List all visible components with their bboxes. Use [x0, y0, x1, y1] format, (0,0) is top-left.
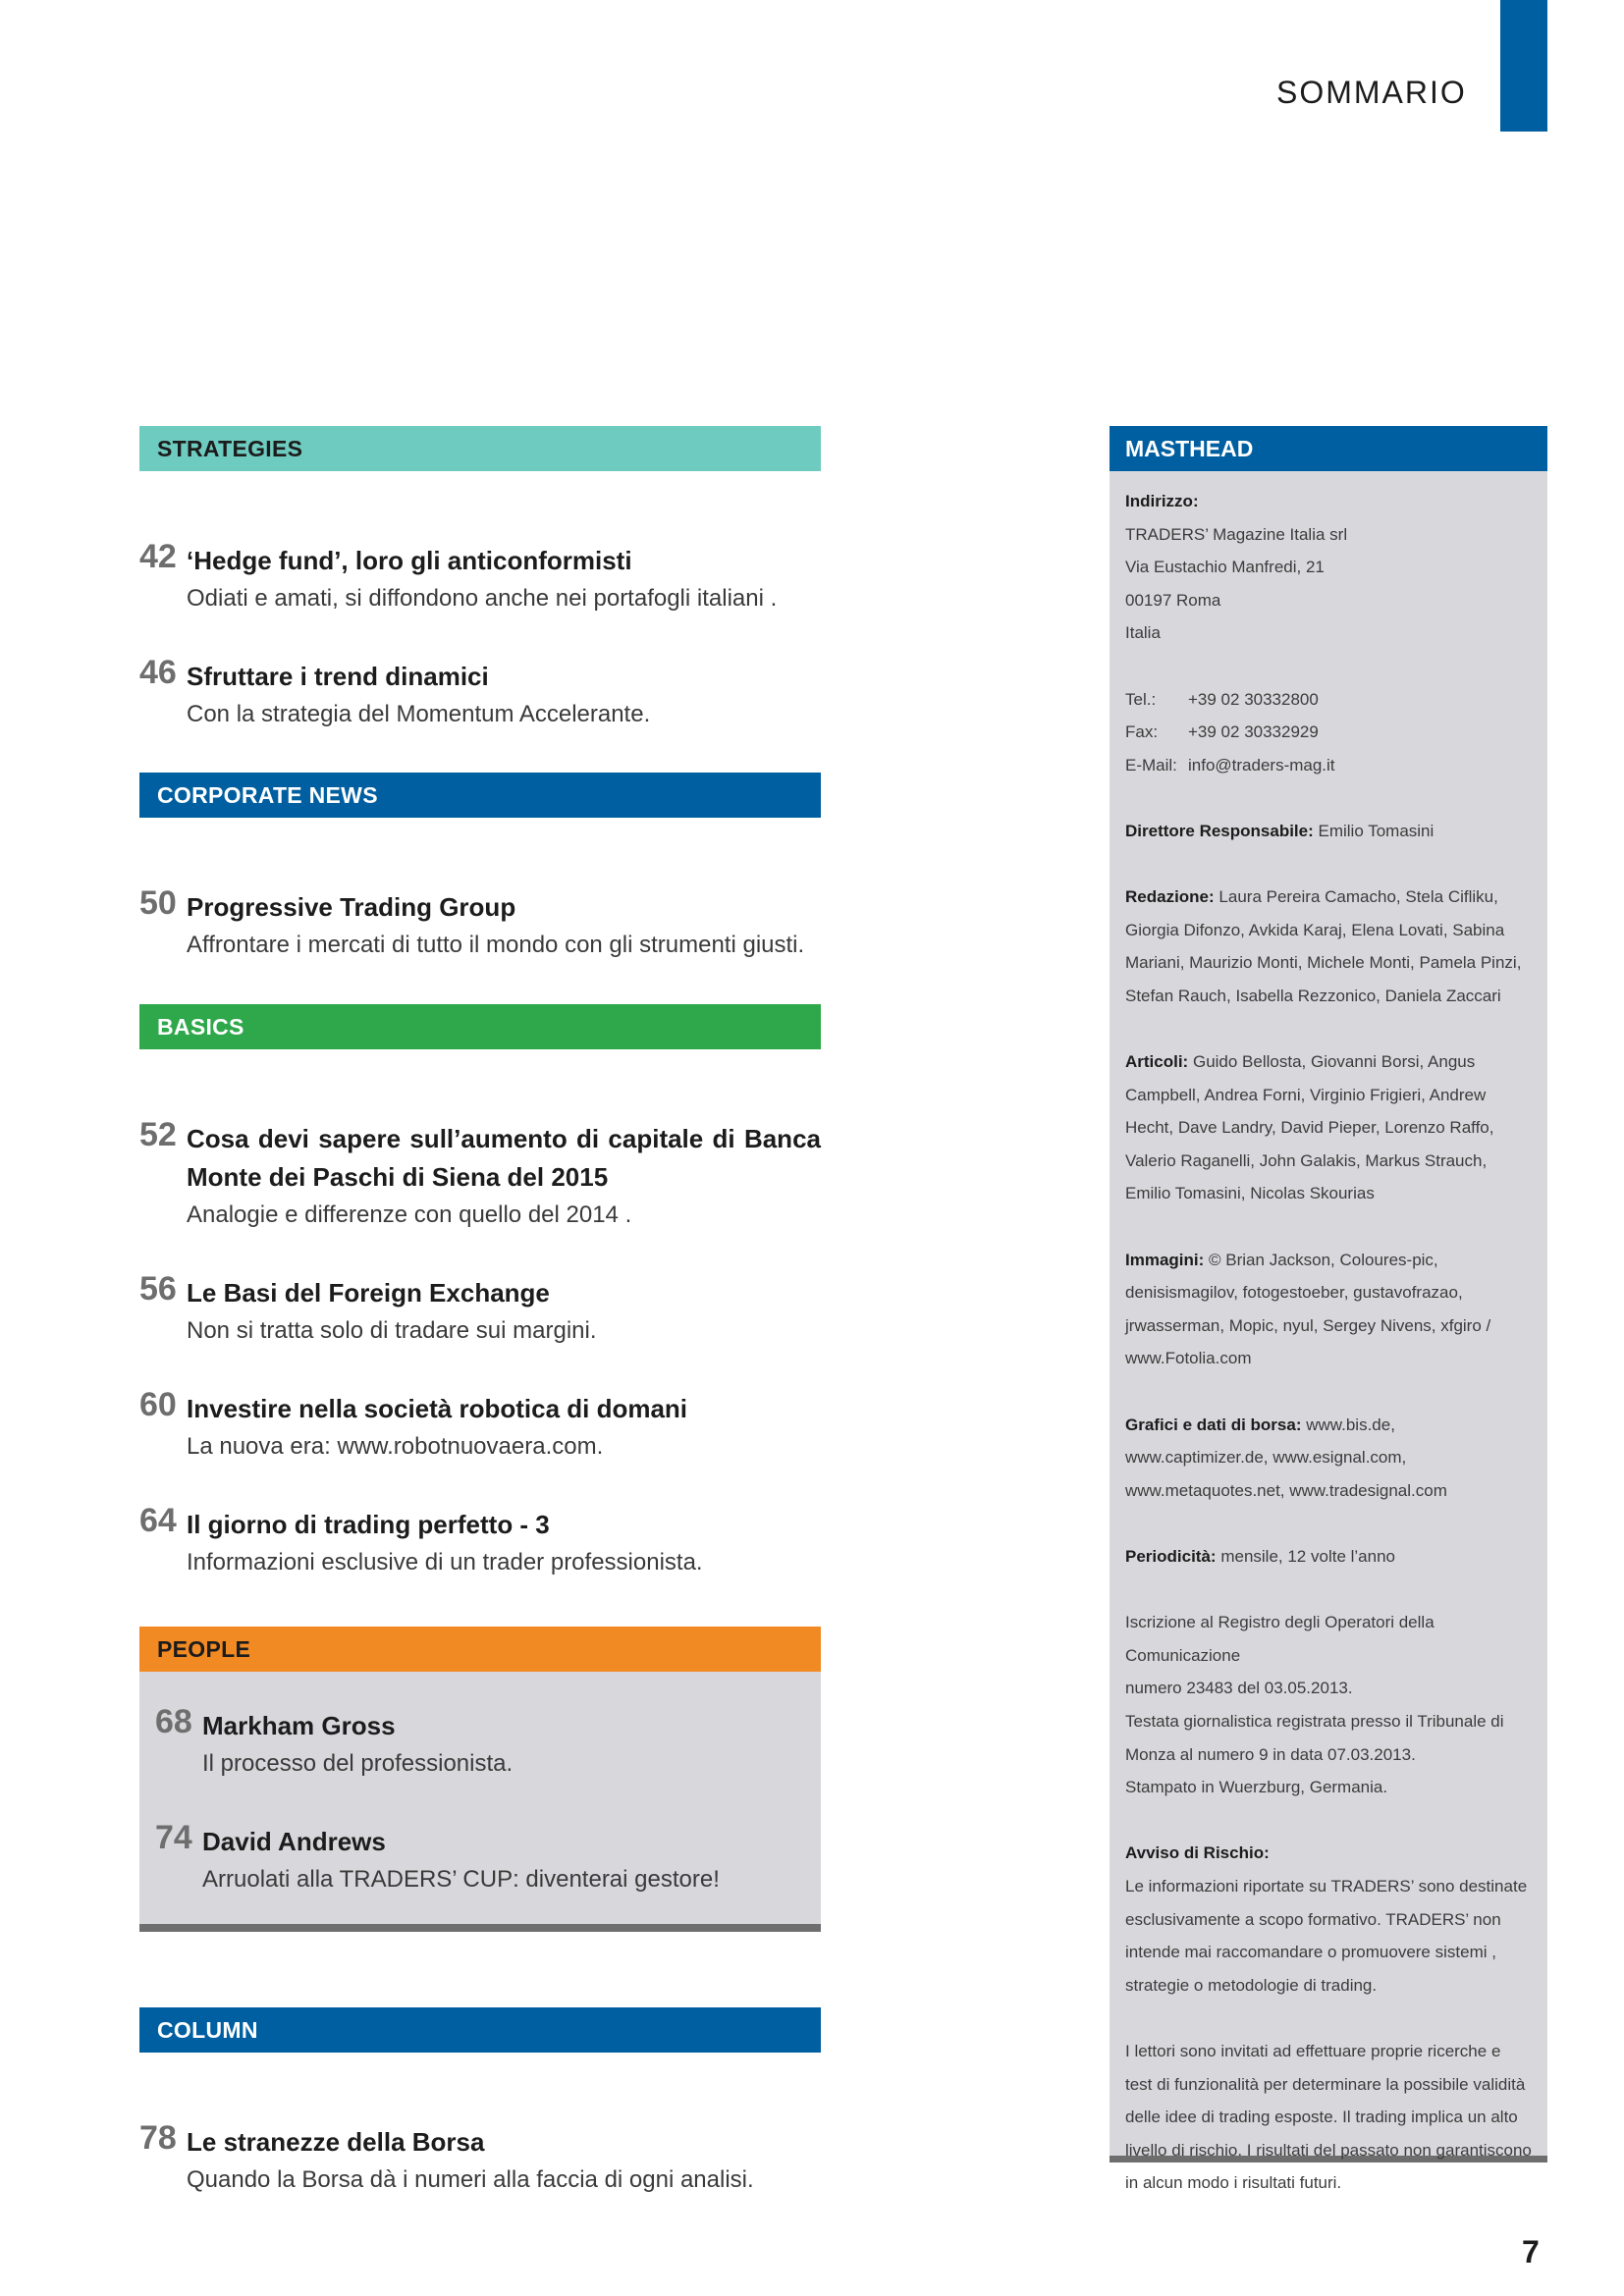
email-link[interactable]: info@traders-mag.it: [1188, 755, 1335, 774]
page-number: 7: [1522, 2234, 1540, 2269]
address-line: Via Eustachio Manfredi, 21: [1125, 558, 1325, 577]
articles-label: Articoli:: [1125, 1052, 1189, 1072]
entry-title: ‘Hedge fund’, loro gli anticonformisti: [187, 546, 632, 575]
readers-text: I lettori sono invitati ad effettuare proprie ricerche e test di funzionalità per determinare la possibile validità delle idee di trading esposte. Il trading implica un alto livello di rischio. I risultati del passato non garantiscono in alcun modo i risultati futuri.: [1125, 2041, 1532, 2193]
people-box: [139, 1672, 821, 1932]
entry-subtitle: Analogie e differenze con quello del 2014 .: [187, 1201, 632, 1228]
page-number-label: 64: [139, 1502, 177, 1539]
masthead-panel: [1110, 426, 1547, 2193]
registry-line: Iscrizione al Registro degli Operatori della Comunicazione: [1125, 1613, 1435, 1665]
charts-value: www.bis.de, www.captimizer.de, www.esignal.com, www.metaquotes.net, www.tradesignal.com: [1125, 1415, 1447, 1500]
editorial-label: Redazione:: [1125, 887, 1215, 907]
entry-title: Le Basi del Foreign Exchange: [187, 1278, 550, 1308]
toc-entry[interactable]: [139, 1116, 821, 1234]
toc-entry[interactable]: [139, 538, 821, 617]
risk-label: Avviso di Rischio:: [1125, 1843, 1270, 1863]
toc-entry[interactable]: [155, 1703, 805, 1783]
masthead-articles: [1125, 1045, 1532, 1210]
page-number-label: 56: [139, 1270, 177, 1308]
images-value: © Brian Jackson, Coloures-pic, denisismagilov, fotogestoeber, gustavofrazao, jrwasserman, Mopic, nyul, Sergey Nivens, xfgiro / www.Fotolia.com: [1125, 1250, 1491, 1368]
masthead-address: [1125, 485, 1532, 650]
toc-entry[interactable]: [139, 884, 821, 964]
entry-subtitle: Non si tratta solo di tradare sui margini.: [187, 1317, 597, 1344]
registry-line: Stampato in Wuerzburg, Germania.: [1125, 1778, 1388, 1797]
address-label: Indirizzo:: [1125, 492, 1199, 510]
periodicity-label: Periodicità:: [1125, 1547, 1217, 1566]
entry-subtitle: Il processo del professionista.: [202, 1750, 514, 1777]
page-number-label: 74: [155, 1819, 192, 1856]
articles-value: Guido Bellosta, Giovanni Borsi, Angus Campbell, Andrea Forni, Virginio Frigieri, Andrew Hecht, Dave Landry, David Pieper, Lorenzo Raffo, Valerio Raganelli, John Galakis, Markus Strauch, Emilio Tomasini, Nicolas Skourias: [1125, 1052, 1494, 1203]
section-corporate-news: [139, 773, 821, 964]
masthead-editorial: [1125, 881, 1532, 1012]
entry-title: Progressive Trading Group: [187, 892, 516, 922]
registry-line: Monza al numero 9 in data 07.03.2013.: [1125, 1744, 1416, 1764]
entry-title: David Andrews: [202, 1827, 386, 1856]
entry-subtitle: Quando la Borsa dà i numeri alla faccia di ogni analisi.: [187, 2166, 754, 2193]
registry-line: numero 23483 del 03.05.2013.: [1125, 1679, 1353, 1698]
address-line: TRADERS’ Magazine Italia srl: [1125, 524, 1348, 544]
tel-label: Tel.:: [1125, 689, 1157, 709]
entry-title: Markham Gross: [202, 1711, 396, 1740]
entry-title: Le stranezze della Borsa: [187, 2127, 485, 2157]
page-number-label: 78: [139, 2119, 177, 2157]
page-number-label: 52: [139, 1116, 177, 1153]
toc-entry[interactable]: [139, 654, 821, 733]
entry-title: Cosa devi sapere sull’aumento di capitale di Banca Monte dei Paschi di Siena del 2015: [187, 1124, 821, 1192]
director-label: Direttore Responsabile:: [1125, 821, 1314, 840]
masthead-risk: [1125, 1837, 1532, 2002]
registry-line: Testata giornalistica registrata presso il Tribunale di: [1125, 1711, 1504, 1731]
entry-subtitle: La nuova era: www.robotnuovaera.com.: [187, 1433, 604, 1460]
entry-title: Investire nella società robotica di domani: [187, 1394, 688, 1423]
toc-entry[interactable]: [139, 2119, 821, 2199]
entry-subtitle: Informazioni esclusive di un trader professionista.: [187, 1549, 703, 1575]
masthead-charts: [1125, 1409, 1532, 1508]
toc-entry[interactable]: [139, 1270, 821, 1350]
masthead-periodicity: [1125, 1540, 1532, 1574]
fax-label: Fax:: [1125, 722, 1159, 742]
risk-text: Le informazioni riportate su TRADERS’ sono destinate esclusivamente a scopo formativo. TRADERS’ non intende mai raccomandare o promuovere sistemi , strategie o metodologie di trading.: [1125, 1876, 1528, 1995]
page-number-label: 68: [155, 1703, 192, 1740]
section-header-corporate-news: CORPORATE NEWS: [139, 773, 821, 818]
entry-subtitle: Odiati e amati, si diffondono anche nei portafogli italiani .: [187, 585, 778, 612]
section-header-strategies: STRATEGIES: [139, 426, 821, 471]
section-header-people: PEOPLE: [139, 1627, 821, 1672]
email-label: E-Mail:: [1125, 755, 1177, 774]
address-line: 00197 Roma: [1125, 590, 1221, 610]
section-column: [139, 2007, 821, 2199]
fax-value: +39 02 30332929: [1188, 722, 1319, 742]
page-number-label: 46: [139, 654, 177, 691]
page-number-label: 42: [139, 538, 177, 575]
section-basics: [139, 1004, 821, 1581]
director-value: Emilio Tomasini: [1318, 821, 1435, 840]
section-strategies: [139, 426, 821, 733]
entry-subtitle: Arruolati alla TRADERS’ CUP: diventerai gestore!: [202, 1866, 720, 1893]
entry-title: Il giorno di trading perfetto - 3: [187, 1510, 550, 1539]
toc-entry[interactable]: [155, 1819, 805, 1898]
periodicity-value: mensile, 12 volte l’anno: [1220, 1547, 1395, 1566]
charts-label: Grafici e dati di borsa:: [1125, 1415, 1302, 1434]
masthead-registry: [1125, 1606, 1532, 1804]
address-line: Italia: [1125, 623, 1161, 643]
masthead-images: [1125, 1244, 1532, 1375]
page-title: SOMMARIO: [1276, 75, 1467, 110]
page-number-label: 50: [139, 884, 177, 922]
images-label: Immagini:: [1125, 1250, 1205, 1269]
toc-entry[interactable]: [139, 1502, 821, 1581]
page-number-label: 60: [139, 1386, 177, 1423]
entry-subtitle: Con la strategia del Momentum Accelerante.: [187, 701, 651, 727]
masthead-contacts: [1125, 683, 1532, 782]
masthead-director: [1125, 815, 1532, 848]
section-header-column: COLUMN: [139, 2007, 821, 2053]
section-people: [139, 1627, 821, 1932]
toc-entry[interactable]: [139, 1386, 821, 1466]
masthead-header: MASTHEAD: [1110, 426, 1547, 471]
tel-value: +39 02 30332800: [1188, 689, 1319, 709]
editorial-value: Laura Pereira Camacho, Stela Cifliku, Giorgia Difonzo, Avkida Karaj, Elena Lovati, Sabina Mariani, Maurizio Monti, Michele Monti, Pamela Pinzi, Stefan Rauch, Isabella Rezzonico, Daniela Zaccari: [1125, 887, 1522, 1005]
header-accent-bar: [1500, 0, 1547, 132]
entry-title: Sfruttare i trend dinamici: [187, 662, 489, 691]
entry-subtitle: Affrontare i mercati di tutto il mondo con gli strumenti giusti.: [187, 932, 805, 958]
section-header-basics: BASICS: [139, 1004, 821, 1049]
